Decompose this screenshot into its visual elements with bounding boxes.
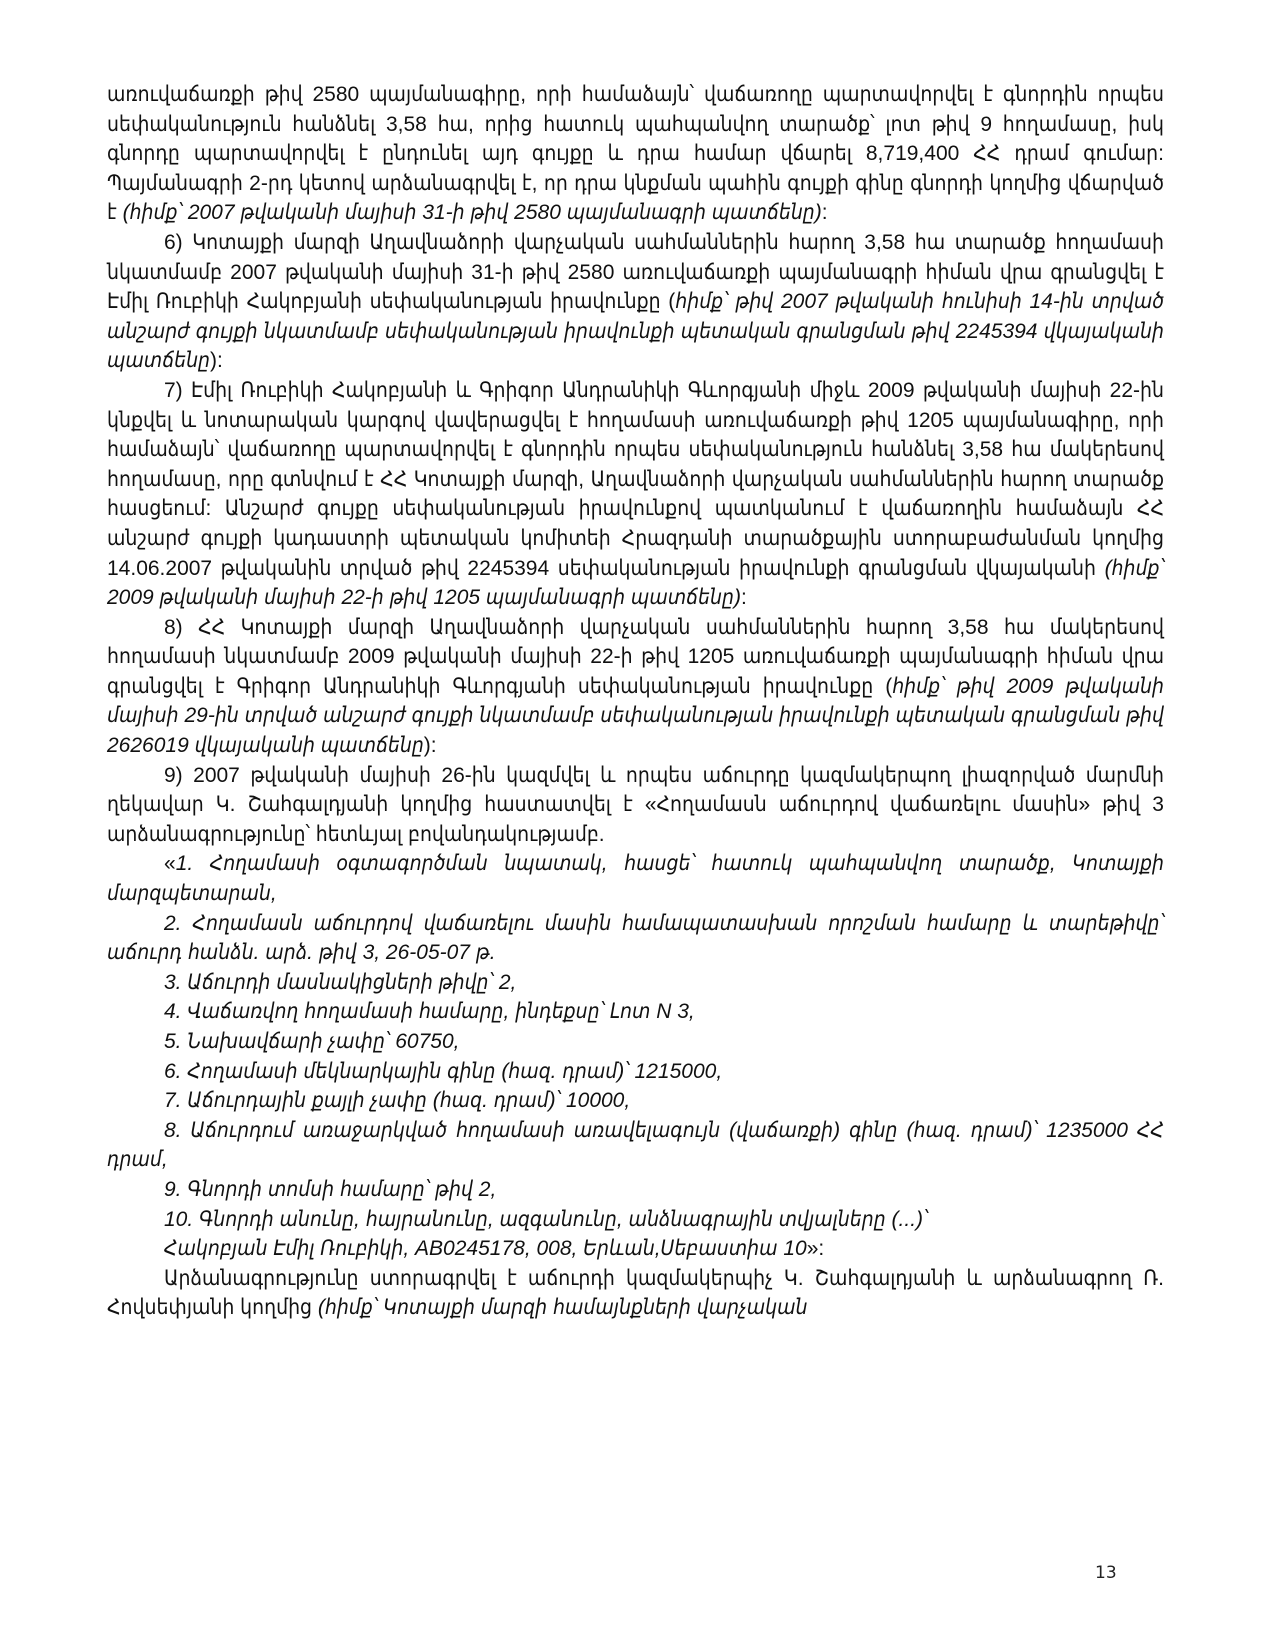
quote-item-4	[107, 997, 1164, 1027]
quote-item-1	[107, 849, 1164, 908]
paragraph-tail: :	[740, 586, 747, 610]
quote-item-5	[107, 1027, 1164, 1057]
page-number: 13	[1095, 1563, 1117, 1583]
paragraph-text: 9) 2007 թվականի մայիսի 26-ին կազմվել և որպես աճուրդը կազմակերպող լիազորված մարմնի ղեկավար Կ. Շահգալդյանի կողմից հաստատվել է «Հողամասն աճուրդով վաճառելու մասին» թիվ 3 արձանագրությունը՝ հետևյալ բովանդակությամբ.	[107, 763, 1164, 846]
quote-item-3	[107, 968, 1164, 998]
quote-item-8	[107, 1116, 1164, 1175]
paragraph-8	[107, 613, 1164, 761]
quote-item-11	[107, 1234, 1164, 1264]
closing-paragraph	[107, 1264, 1164, 1323]
source-citation: (հիմք՝ Կոտայքի մարզի համայնքների վարչական	[317, 1296, 808, 1320]
quote-item-2	[107, 909, 1164, 968]
paragraph-text: 7) Էմիլ Ռուբիկի Հակոբյանի և Գրիգոր Անդրանիկի Գևորգյանի միջև 2009 թվականի մայիսի 22-ին կնքվել և նոտարական կարգով վավերացվել է հողամասի առուվաճառքի թիվ 1205 պայմանագիրը, որի համաձայն՝ վաճառողը պարտավորվել է գնորդին որպես սեփականություն հանձնել 3,58 հա մակերեսով հողամասը, որը գտնվում է ՀՀ Կոտայքի մարզի, Աղավնաձորի վարչական սահմաններին հարող տարածք հասցեում: Անշարժ գույքը սեփականության իրավունքով պատկանում է վաճառողին համաձայն ՀՀ անշարժ գույքի կադաստրի պետական կոմիտեի Հրազդանի տարածքային ստորաբաժանման կողմից 14.06.2007 թվականին տրված թիվ 2245394 սեփականության իրավունքի գրանցման վկայականի	[107, 378, 1164, 580]
quote-item-text: 3. Աճուրդի մասնակիցների թիվը՝ 2,	[164, 970, 517, 994]
quote-item-text: 6. Հողամասի մեկնարկային գինը (հազ. դրամ)՝ 1215000,	[164, 1059, 723, 1083]
paragraph-text: 6) Կոտայքի մարզի Աղավնաձորի վարչական սահմաններին հարող 3,58 հա տարածք հողամասի նկատմամբ 2007 թվականի մայիսի 31-ի թիվ 2580 առուվաճառքի պայմանագրի հիման վրա գրանցվել է Էմիլ Ռուբիկի Հակոբյանի սեփականության իրավունքը (	[107, 230, 1164, 314]
source-citation: հիմք՝ թիվ 2007 թվականի հունիսի 14-ին տրված անշարժ գույքի նկատմամբ սեփականության իրավունքի պետական գրանցման թիվ 2245394 վկայականի պատճենը	[107, 290, 1164, 373]
paragraph-tail: :	[821, 201, 828, 225]
paragraph-continued	[107, 80, 1164, 228]
quote-item-text: 1. Հողամասի օգտագործման նպատակ, հասցե՝ հատուկ պահպանվող տարածք, Կոտայքի մարզպետարան,	[107, 852, 1164, 906]
quote-item-10	[107, 1205, 1164, 1235]
quote-item-text: 7. Աճուրդային քայլի չափը (հազ. դրամ)՝ 10000,	[164, 1089, 631, 1113]
source-citation: (հիմք՝ 2007 թվականի մայիսի 31-ի թիվ 2580 պայմանագրի պատճենը)	[122, 201, 822, 225]
paragraph-9	[107, 761, 1164, 850]
quote-item-9	[107, 1175, 1164, 1205]
source-citation: (հիմք՝ 2009 թվականի մայիսի 22-ի թիվ 1205 պայմանագրի պատճենը)	[107, 556, 1164, 610]
quote-item-text: 10. Գնորդի անունը, հայրանունը, ազգանունը, անձնագրային տվյալները (...)՝	[164, 1207, 928, 1231]
paragraph-6	[107, 228, 1164, 376]
quote-item-text: 5. Նախավճարի չափը՝ 60750,	[164, 1030, 460, 1053]
quote-item-text: 2. Հողամասն աճուրդով վաճառելու մասին համապատասխան որոշման համարը և տարեթիվը՝ աճուրդ հանձն. արձ. թիվ 3, 26-05-07 թ.	[107, 911, 1164, 965]
paragraph-tail: ):	[210, 349, 223, 373]
quote-item-text: 9. Գնորդի տոմսի համարը՝ թիվ 2,	[164, 1177, 497, 1201]
paragraph-text: Արձանագրությունը ստորագրվել է աճուրդի կազմակերպիչ Կ. Շահգալդյանի և արձանագրող Ռ. Հովսեփյանի կողմից	[107, 1266, 1164, 1320]
quote-item-text: Հակոբյան Էմիլ Ռուբիկի, AB0245178, 008, Երևան,Սեբաստիա 10	[164, 1237, 807, 1261]
quote-item-text: 8. Աճուրդում առաջարկված հողամասի առավելագույն (վաճառքի) գինը (հազ. դրամ)՝ 1235000 ՀՀ դրամ,	[107, 1118, 1164, 1172]
close-quote: »:	[806, 1237, 825, 1261]
quote-item-6	[107, 1057, 1164, 1087]
quote-item-7	[107, 1086, 1164, 1116]
quote-item-text: 4. Վաճառվող հողամասի համարը, ինդեքսը՝ Լոտ N 3,	[164, 1000, 695, 1024]
open-quote: «	[164, 852, 176, 876]
paragraph-text: առուվաճառքի թիվ 2580 պայմանագիրը, որի համաձայն՝ վաճառողը պարտավորվել է գնորդին որպես սեփականություն հանձնել 3,58 հա, որից հատուկ պահպանվող տարածք՝ լոտ թիվ 9 հողամասը, իսկ գնորդը պարտավորվել է ընդունել այդ գույքը և դրա համար վճարել 8,719,400 ՀՀ դրամ գումար: Պայմանագրի 2-րդ կետով արձանագրվել է, որ դրա կնքման պահին գույքի գինը գնորդի կողմից վճարված է	[107, 83, 1164, 225]
paragraph-tail: ):	[423, 734, 437, 758]
paragraph-7	[107, 376, 1164, 613]
document-page	[107, 80, 1164, 1323]
paragraph-text: 8) ՀՀ Կոտայքի մարզի Աղավնաձորի վարչական սահմաններին հարող 3,58 հա մակերեսով հողամասի նկատմամբ 2009 թվականի մայիսի 22-ի թիվ 1205 առուվաճառքի պայմանագրի հիման վրա գրանցվել է Գրիգոր Անդրանիկի Գևորգյանի սեփականության իրավունքը (	[107, 615, 1164, 698]
source-citation: հիմք՝ թիվ 2009 թվականի մայիսի 29-ին տրված անշարժ գույքի նկատմամբ սեփականության իրավունքի պետական գրանցման թիվ 2626019 վկայականի պատճենը	[107, 674, 1164, 758]
